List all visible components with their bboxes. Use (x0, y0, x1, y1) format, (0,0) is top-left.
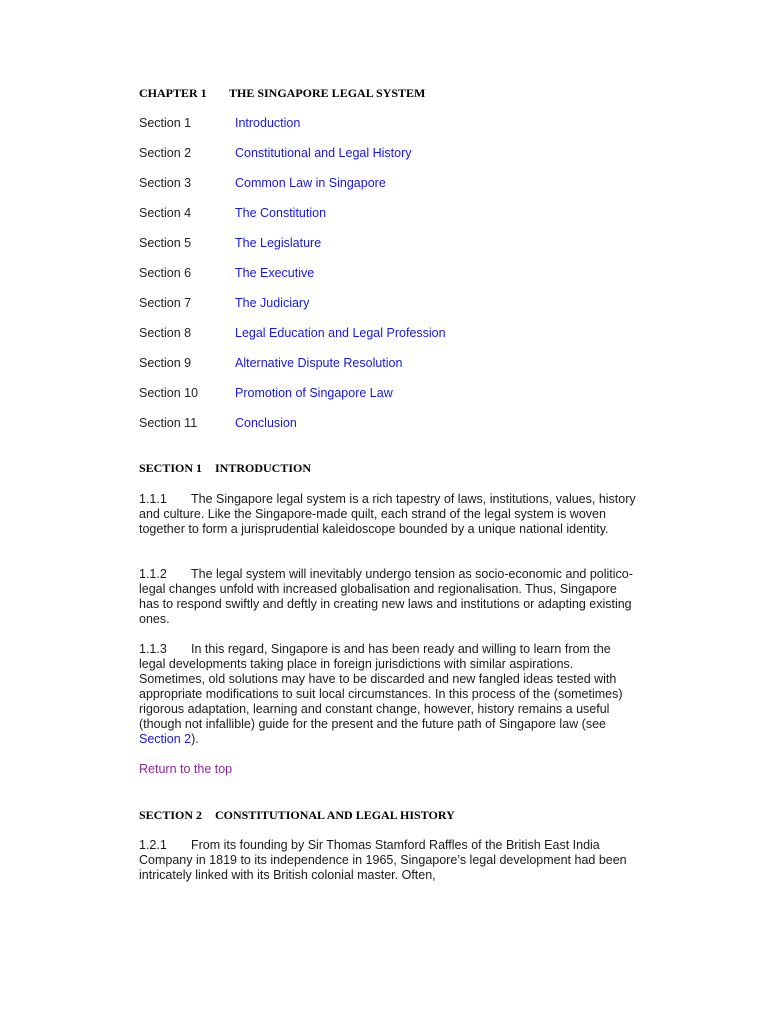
return-to-top-link[interactable]: Return to the top (139, 762, 233, 776)
toc-link-promotion[interactable]: Promotion of Singapore Law (235, 386, 393, 400)
toc-link-legal-education[interactable]: Legal Education and Legal Profession (235, 326, 446, 340)
paragraph-text-end: ). (191, 732, 199, 746)
section-label: SECTION 2 (139, 808, 203, 822)
toc-section-number: Section 5 (139, 236, 192, 250)
paragraph-number: 1.1.3 (139, 642, 167, 656)
toc-section-number: Section 6 (139, 266, 192, 280)
toc-link-executive[interactable]: The Executive (235, 266, 315, 280)
toc-link-legislature[interactable]: The Legislature (235, 236, 322, 250)
section-title: CONSTITUTIONAL AND LEGAL HISTORY (215, 808, 455, 822)
paragraph (139, 492, 639, 537)
toc-section-number: Section 3 (139, 176, 192, 190)
toc-link-introduction[interactable]: Introduction (235, 116, 301, 130)
toc-section-number: Section 10 (139, 386, 199, 400)
paragraph-number: 1.2.1 (139, 838, 167, 852)
paragraph-text: The Singapore legal system is a rich tapestry of laws, institutions, values, history and culture. Like the Singapore-made quilt, each strand of the legal system is woven together to form a jurisprudential kaleidoscope bounded by a unique national identity. (139, 492, 636, 536)
toc-section-number: Section 9 (139, 356, 192, 370)
toc-link-judiciary[interactable]: The Judiciary (235, 296, 310, 310)
paragraph (139, 642, 639, 747)
section-title: INTRODUCTION (215, 461, 312, 475)
toc-section-number: Section 4 (139, 206, 192, 220)
chapter-label: CHAPTER 1 (139, 86, 207, 100)
section-2-link[interactable]: Section 2 (139, 732, 192, 746)
paragraph-text: From its founding by Sir Thomas Stamford Raffles of the British East India Company in 1819 to its independence in 1965, Singapore’s legal development had been intricately linked with its British colonial master. Often, (139, 838, 627, 882)
toc-section-number: Section 1 (139, 116, 192, 130)
toc-link-constitutional-history[interactable]: Constitutional and Legal History (235, 146, 412, 160)
paragraph-number: 1.1.1 (139, 492, 167, 506)
toc-link-dispute-resolution[interactable]: Alternative Dispute Resolution (235, 356, 403, 370)
section-2-heading (139, 808, 455, 823)
section-label: SECTION 1 (139, 461, 203, 475)
paragraph-text: The legal system will inevitably undergo tension as socio-economic and politico-legal changes unfold with increased globalisation and regionalisation. Thus, Singapore has to respond swiftly and deftly in creating new laws and institutions or adapting existing ones. (139, 567, 633, 626)
toc-link-constitution[interactable]: The Constitution (235, 206, 327, 220)
chapter-heading (139, 86, 426, 101)
toc-section-number: Section 11 (139, 416, 198, 430)
toc-section-number: Section 2 (139, 146, 192, 160)
paragraph (139, 838, 639, 883)
toc-link-common-law[interactable]: Common Law in Singapore (235, 176, 386, 190)
toc-section-number: Section 7 (139, 296, 192, 310)
section-1-heading (139, 461, 312, 476)
paragraph-text: In this regard, Singapore is and has been ready and willing to learn from the legal developments taking place in foreign jurisdictions with similar aspirations. Sometimes, old solutions may have to be discarded and new fangled ideas tested with appropriate modifications to suit local circumstances. In this process of the (sometimes) rigorous adaptation, learning and constant change, however, history remains a useful (though not infallible) guide for the present and the future path of Singapore law (see (139, 642, 623, 731)
toc-link-conclusion[interactable]: Conclusion (235, 416, 297, 430)
paragraph-number: 1.1.2 (139, 567, 167, 581)
paragraph (139, 567, 639, 627)
toc-section-number: Section 8 (139, 326, 192, 340)
chapter-title: THE SINGAPORE LEGAL SYSTEM (229, 86, 426, 100)
